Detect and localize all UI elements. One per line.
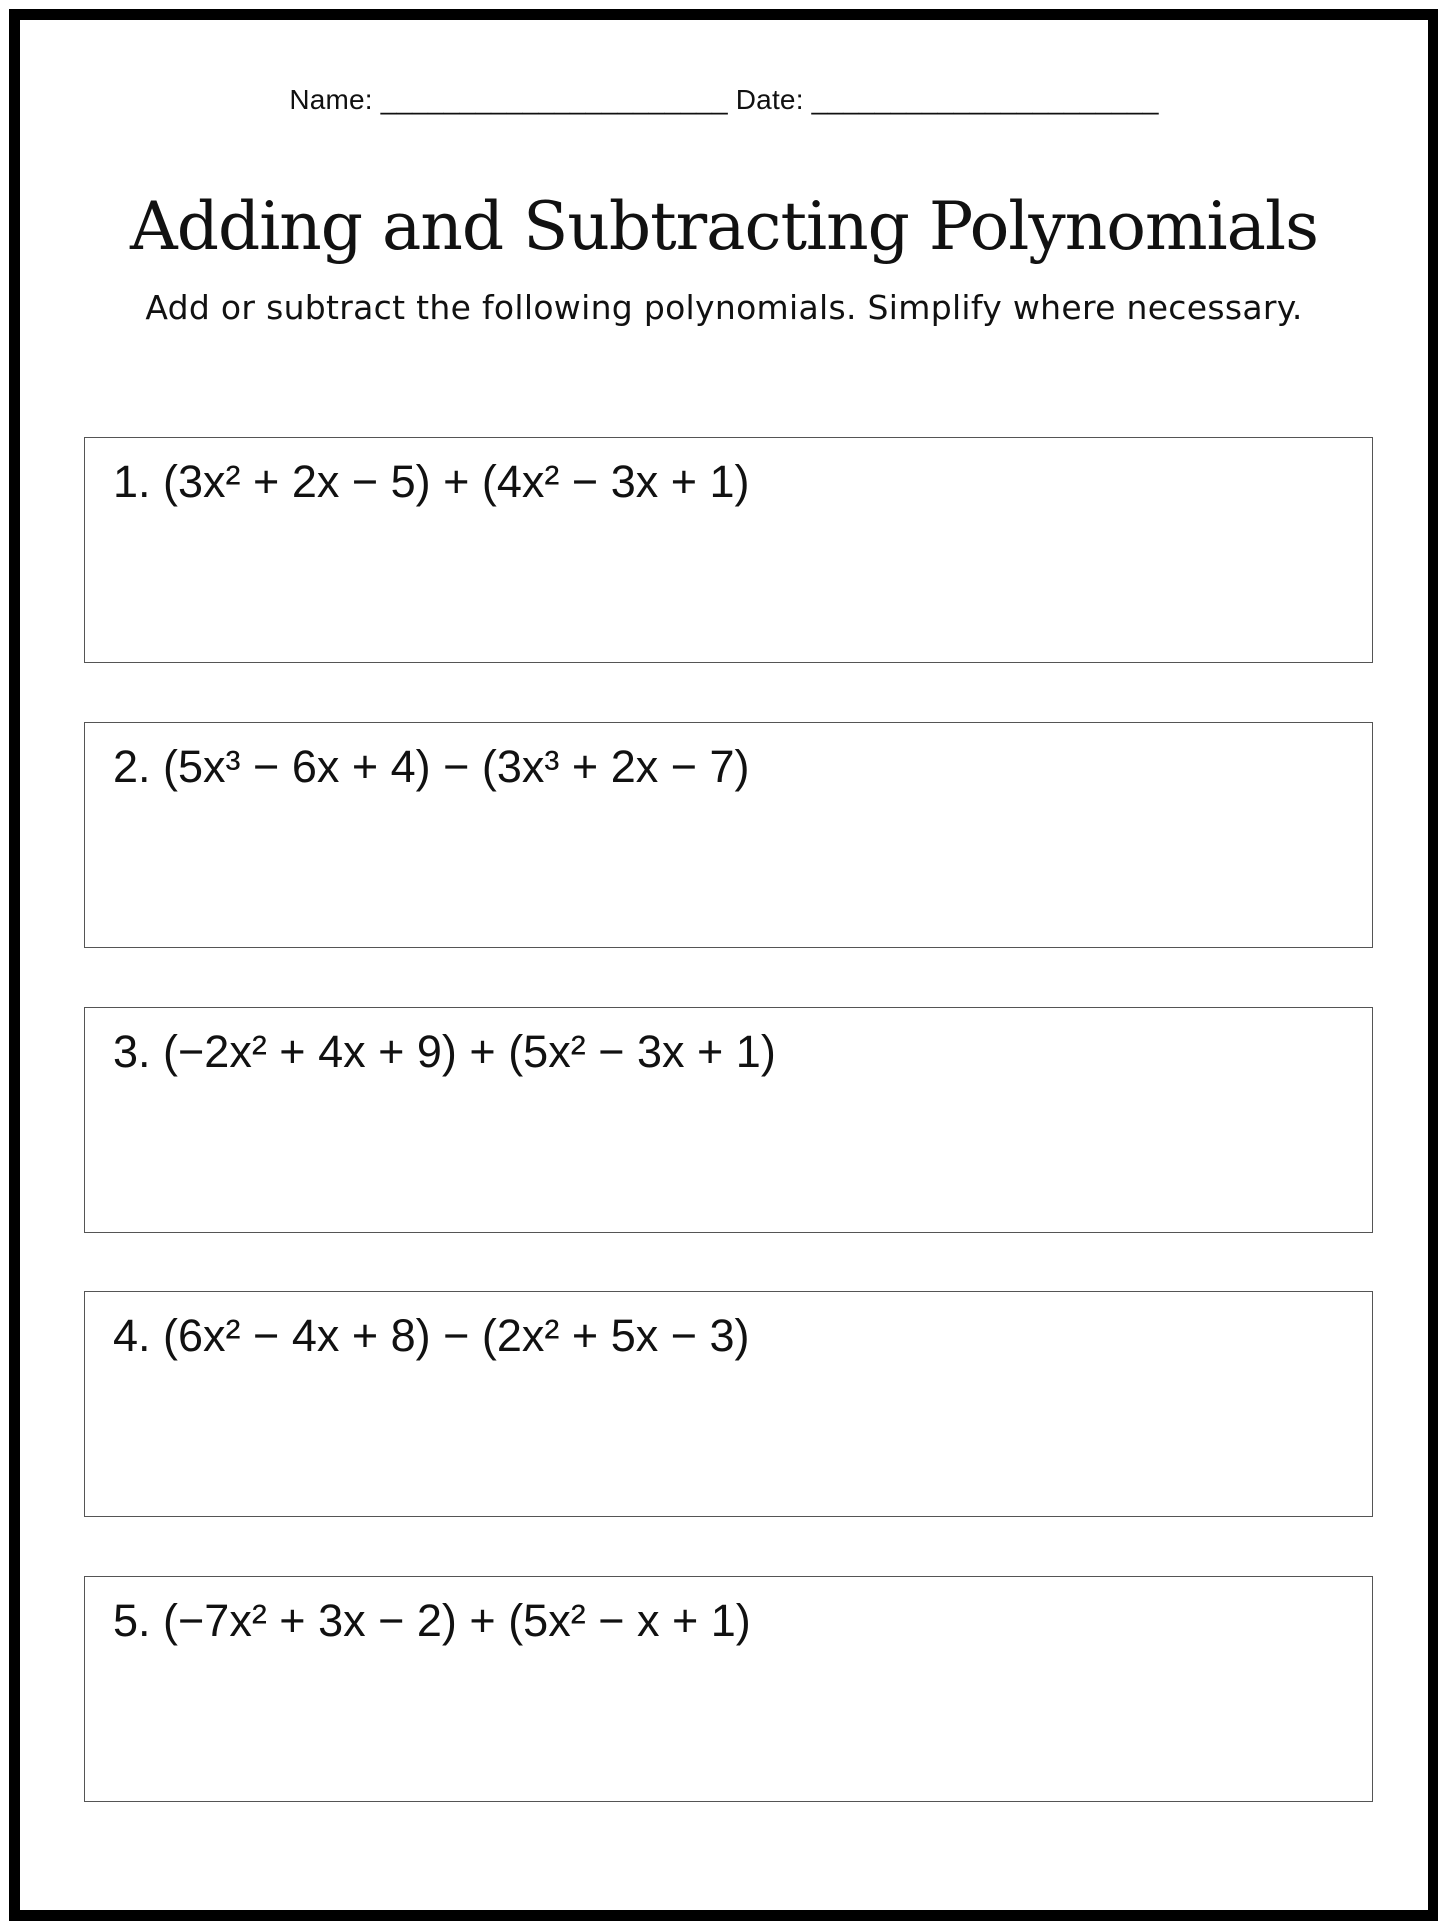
problem-text: 4. (6x² − 4x + 8) − (2x² + 5x − 3) <box>113 1310 750 1361</box>
problem-text: 1. (3x² + 2x − 5) + (4x² − 3x + 1) <box>113 456 750 507</box>
problem-box-1[interactable] <box>84 437 1373 663</box>
name-blank[interactable]: ______________________ <box>380 84 728 115</box>
problem-text: 2. (5x³ − 6x + 4) − (3x³ + 2x − 7) <box>113 741 750 792</box>
problem-text: 3. (−2x² + 4x + 9) + (5x² − 3x + 1) <box>113 1026 776 1077</box>
date-blank[interactable]: ______________________ <box>811 84 1159 115</box>
problem-text: 5. (−7x² + 3x − 2) + (5x² − x + 1) <box>113 1595 751 1646</box>
worksheet-page <box>9 9 1438 1921</box>
problem-box-5[interactable] <box>84 1576 1373 1802</box>
instructions: Add or subtract the following polynomials. Simplify where necessary. <box>145 288 1303 327</box>
name-label: Name: <box>289 84 373 115</box>
name-date-line <box>20 84 1428 116</box>
problem-box-2[interactable] <box>84 722 1373 948</box>
page-title: Adding and Subtracting Polynomials <box>130 188 1318 265</box>
problem-box-3[interactable] <box>84 1007 1373 1233</box>
problem-box-4[interactable] <box>84 1291 1373 1517</box>
date-label: Date: <box>735 84 804 115</box>
